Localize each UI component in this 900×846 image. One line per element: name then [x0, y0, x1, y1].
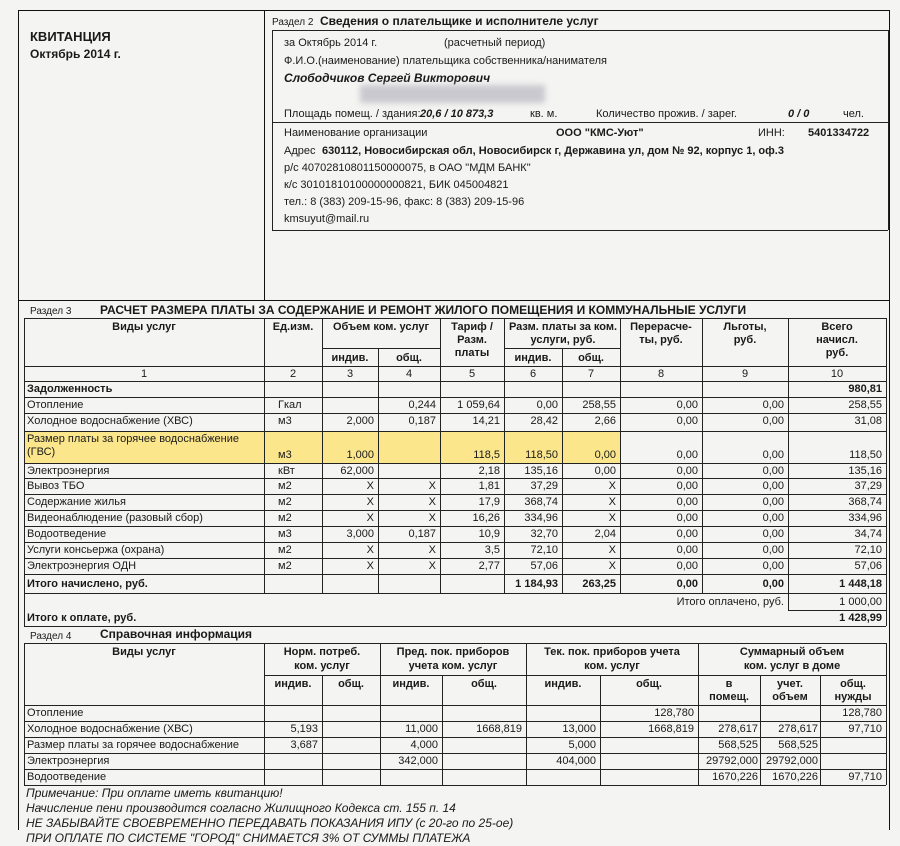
ref-sub-common: общ.	[338, 678, 364, 690]
col-recalc-header: Перерасче-	[630, 321, 692, 333]
note-keep-receipt: Примечание: При оплате иметь квитанцию!	[26, 786, 283, 800]
row-benefit: 0,00	[762, 528, 784, 540]
row-benefit: 0,00	[762, 496, 784, 508]
row-unit: м3	[278, 415, 292, 427]
col-benefit-header: Льготы,	[723, 321, 767, 333]
phone-fax: тел.: 8 (383) 209-15-96, факс: 8 (383) 209-15-96	[284, 196, 525, 208]
sec3-numbers-bottom	[24, 381, 886, 382]
ref-row-prev-indiv: 11,000	[405, 723, 438, 735]
sec3-row-line	[24, 431, 886, 432]
area-label: Площадь помещ. / здания:	[284, 108, 421, 120]
row-benefit: 0,00	[762, 399, 784, 411]
inn-value: 5401334722	[808, 127, 870, 139]
ref-row-cur-indiv: 13,000	[562, 723, 596, 735]
row-amount-indiv: 368,74	[524, 496, 558, 508]
row-recalc: 0,00	[676, 480, 698, 492]
ref-sub-indiv: индив.	[544, 678, 582, 690]
sec3-top-line	[18, 300, 890, 301]
row-recalc: 0,00	[676, 449, 698, 461]
row-name: Содержание жилья	[27, 496, 126, 508]
topay-value: 1 428,99	[839, 612, 882, 624]
ref-row-cur-common: 1668,819	[648, 723, 694, 735]
sec3-header-top	[24, 318, 886, 319]
row-name: Видеонаблюдение (разовый сбор)	[27, 512, 203, 524]
address-value: 630112, Новосибирская обл, Новосибирск г, Державина ул, дом № 92, корпус 1, оф.3	[322, 145, 784, 157]
sec4-col-line	[886, 643, 887, 785]
row-tariff: 118,5	[473, 449, 500, 461]
org-box-bottom	[272, 230, 888, 231]
frame-top-line	[18, 10, 890, 11]
row-volume-indiv: X	[366, 480, 374, 492]
sec2-label: Раздел 2	[272, 17, 314, 28]
col-number: 3	[346, 368, 354, 380]
address-label: Адрес	[284, 145, 316, 157]
ref-row-prev-common: 1668,819	[476, 723, 522, 735]
ref-sub-inroom: в	[725, 678, 733, 690]
row-volume-indiv: 2,000	[346, 415, 374, 427]
col-volume-header: Объем ком. услуг	[332, 321, 430, 333]
sec4-row-line	[24, 737, 886, 738]
ref-col-prev: Пред. пок. приборов	[396, 646, 510, 658]
row-amount-indiv: 57,06	[530, 560, 558, 572]
col-total-header: Всего	[821, 321, 853, 333]
sec3-row-line	[24, 558, 886, 559]
row-tariff: 1 059,64	[457, 399, 500, 411]
sec3-debt-bottom	[24, 397, 886, 398]
ref-col-cur-2: ком. услуг	[584, 660, 640, 672]
sec2-title: Сведения о плательщике и исполнителе услуг	[320, 14, 599, 28]
sec3-row-line	[24, 542, 886, 543]
bank-account: р/с 40702810801150000075, в ОАО "МДМ БАНК"	[284, 162, 531, 174]
sub-indiv-header: индив.	[331, 352, 369, 364]
sec3-row-line	[24, 478, 886, 479]
col-amount-header: Разм. платы за ком. услуги, руб.	[508, 321, 618, 346]
ref-col-sum-2: ком. услуг в доме	[743, 660, 841, 672]
row-amount-common: 0,00	[594, 465, 616, 477]
ref-col-prev-2: учета ком. услуг	[408, 660, 498, 672]
row-volume-indiv: 1,000	[346, 449, 374, 461]
ref-row-name: Электроэнергия	[27, 755, 110, 767]
ref-row-cur-indiv: 404,000	[556, 755, 596, 767]
row-tariff: 1,81	[478, 480, 500, 492]
ref-row-name: Отопление	[27, 707, 84, 719]
row-benefit: 0,00	[762, 512, 784, 524]
row-amount-indiv: 118,50	[525, 449, 558, 461]
row-amount-indiv: 334,96	[524, 512, 558, 524]
org-name: ООО "КМС-Уют"	[556, 127, 644, 139]
row-tariff: 3,5	[484, 544, 500, 556]
ref-col-norm: Норм. потреб.	[283, 646, 361, 658]
row-amount-common: X	[608, 480, 616, 492]
residents-unit: чел.	[843, 108, 864, 120]
ref-row-sum-inroom: 278,617	[718, 723, 758, 735]
ref-row-cur-common: 128,780	[654, 707, 694, 719]
row-tariff: 14,21	[472, 415, 500, 427]
row-amount-common: 2,04	[594, 528, 616, 540]
ref-row-sum-inroom: 1670,226	[712, 771, 758, 783]
paid-label: Итого оплачено, руб.	[676, 596, 784, 608]
row-tariff: 2,18	[478, 465, 500, 477]
row-total: 72,10	[854, 544, 882, 556]
debt-value: 980,81	[848, 383, 882, 395]
ref-col-services: Виды услуг	[112, 646, 176, 658]
org-label: Наименование организации	[284, 127, 428, 139]
org-box-top	[272, 122, 888, 123]
row-volume-common: X	[428, 480, 436, 492]
ref-row-cur-indiv: 5,000	[568, 739, 596, 751]
col-services-header: Виды услуг	[112, 321, 176, 333]
sub-common-header: общ.	[396, 352, 422, 364]
email: kmsuyut@mail.ru	[284, 213, 370, 225]
note-gorod-fee: ПРИ ОПЛАТЕ ПО СИСТЕМЕ "ГОРОД" СНИМАЕТСЯ 3% ОТ СУММЫ ПЛАТЕЖА	[26, 831, 471, 845]
receipt-title: КВИТАНЦИЯ	[30, 29, 111, 44]
row-tariff: 10,9	[478, 528, 500, 540]
col-number: 2	[289, 368, 297, 380]
row-total: 135,16	[848, 465, 882, 477]
row-benefit: 0,00	[762, 415, 784, 427]
ref-row-sum-metered: 278,617	[778, 723, 818, 735]
ref-row-norm-indiv: 3,687	[290, 739, 318, 751]
sec4-row-line	[24, 769, 886, 770]
sec3-col-line	[264, 318, 265, 593]
ref-sub-commonneeds: общ.	[840, 678, 866, 690]
row-recalc: 0,00	[676, 415, 698, 427]
col-number: 6	[529, 368, 537, 380]
sec3-volume-sub-line	[322, 348, 440, 349]
row-tariff: 16,26	[472, 512, 500, 524]
sec3-row-line	[24, 526, 886, 527]
row-amount-indiv: 32,70	[530, 528, 558, 540]
col-number: 8	[657, 368, 665, 380]
row-name: Водоотведение	[27, 528, 107, 540]
row-unit: м2	[278, 512, 292, 524]
frame-divider-line	[264, 10, 265, 300]
row-volume-indiv: X	[366, 560, 374, 572]
ref-row-prev-indiv: 4,000	[410, 739, 438, 751]
col-number: 5	[468, 368, 476, 380]
row-unit: м3	[278, 528, 292, 540]
col-tariff-header-2: Разм.	[457, 334, 487, 346]
paid-value: 1 000,00	[839, 596, 882, 608]
ref-col-sum: Суммарный объем	[739, 646, 845, 658]
debt-label: Задолженность	[27, 383, 113, 395]
sec4-label: Раздел 4	[30, 631, 72, 642]
row-volume-indiv: X	[366, 544, 374, 556]
row-volume-common: X	[428, 496, 436, 508]
row-total: 34,74	[854, 528, 882, 540]
frame-left-line	[18, 10, 19, 830]
sec4-col-line	[24, 643, 25, 785]
sec4-title: Справочная информация	[100, 627, 253, 641]
ref-sub-inroom-2: помещ.	[709, 691, 749, 703]
sec3-paid-bottom	[788, 610, 886, 611]
row-volume-common: 0,244	[408, 399, 436, 411]
sec4-header-top	[24, 643, 886, 644]
receipt-period: Октябрь 2014 г.	[30, 47, 121, 61]
residents-value: 0 / 0	[788, 108, 810, 120]
col-number: 9	[741, 368, 749, 380]
row-amount-indiv: 72,10	[530, 544, 558, 556]
row-name: Отопление	[27, 399, 84, 411]
row-recalc: 0,00	[676, 496, 698, 508]
row-benefit: 0,00	[762, 465, 784, 477]
row-amount-common: 2,66	[594, 415, 616, 427]
row-name: Электроэнергия	[27, 465, 110, 477]
sec3-title: РАСЧЕТ РАЗМЕРА ПЛАТЫ ЗА СОДЕРЖАНИЕ И РЕМОНТ ЖИЛОГО ПОМЕЩЕНИЯ И КОММУНАЛЬНЫЕ УСЛУГИ	[100, 303, 747, 317]
row-amount-indiv: 37,29	[530, 480, 558, 492]
row-unit: м2	[278, 496, 292, 508]
row-total: 118,50	[849, 449, 882, 461]
row-recalc: 0,00	[676, 544, 698, 556]
sec3-col-line	[886, 318, 887, 626]
area-value: 20,6 / 10 873,3	[420, 108, 494, 120]
ref-sub-common: общ.	[636, 678, 662, 690]
payer-box-left	[272, 30, 273, 122]
ref-row-norm-indiv: 5,193	[290, 723, 318, 735]
row-volume-common: 0,187	[408, 528, 436, 540]
ref-sub-metered: учет.	[777, 678, 803, 690]
ref-sub-indiv: индив.	[392, 678, 430, 690]
row-benefit: 0,00	[762, 449, 784, 461]
row-benefit: 0,00	[762, 544, 784, 556]
col-total-header-3: руб.	[825, 347, 849, 359]
row-recalc: 0,00	[676, 560, 698, 572]
row-benefit: 0,00	[762, 480, 784, 492]
col-tariff-header-3: платы	[454, 347, 490, 359]
org-box-right	[888, 122, 889, 230]
ref-row-sum-commonneeds: 97,710	[848, 723, 882, 735]
ref-row-sum-commonneeds: 128,780	[842, 707, 882, 719]
ref-row-prev-indiv: 342,000	[398, 755, 438, 767]
row-amount-indiv: 0,00	[536, 399, 558, 411]
ref-row-name: Размер платы за горячее водоснабжение	[27, 739, 240, 751]
sec4-header-bottom	[24, 705, 886, 706]
row-name-hot-water: Размер платы за горячее водоснабжение (ГВС)	[27, 433, 240, 458]
col-recalc-header-2: ты, руб.	[639, 334, 683, 346]
fio-label: Ф.И.О.(наименование) плательщика собственника/нанимателя	[284, 55, 607, 67]
sec4-row-line	[24, 753, 886, 754]
total-amount-indiv: 1 184,93	[515, 578, 558, 590]
row-name: Услуги консьержа (охрана)	[27, 544, 165, 556]
ref-row-name: Холодное водоснабжение (ХВС)	[27, 723, 193, 735]
row-name: Вывоз ТБО	[27, 480, 85, 492]
row-volume-common: X	[428, 512, 436, 524]
calc-period: (расчетный период)	[444, 37, 546, 49]
note-meter-readings: НЕ ЗАБЫВАЙТЕ СВОЕВРЕМЕННО ПЕРЕДАВАТЬ ПОКАЗАНИЯ ИПУ (с 20-го по 25-ое)	[26, 816, 514, 830]
ref-row-sum-metered: 568,525	[778, 739, 818, 751]
row-amount-common: X	[608, 544, 616, 556]
row-volume-indiv: X	[366, 496, 374, 508]
row-unit: кВт	[278, 465, 295, 477]
sec3-label: Раздел 3	[30, 306, 72, 317]
row-amount-common: X	[608, 560, 616, 572]
row-unit: м2	[278, 480, 292, 492]
ref-row-sum-inroom: 568,525	[718, 739, 758, 751]
area-unit: кв. м.	[530, 108, 558, 120]
sec3-row-line	[24, 494, 886, 495]
ref-row-sum-metered: 1670,226	[772, 771, 818, 783]
row-amount-common: 0,00	[594, 449, 616, 461]
ref-sub-common: общ.	[471, 678, 497, 690]
row-volume-indiv: 3,000	[346, 528, 374, 540]
corr-account: к/с 30101810100000000821, БИК 045004821	[284, 179, 509, 191]
row-name: Электроэнергия ОДН	[27, 560, 137, 572]
col-number: 1	[140, 368, 148, 380]
inn-label: ИНН:	[758, 127, 785, 139]
row-amount-common: 258,55	[582, 399, 616, 411]
row-total: 31,08	[854, 415, 882, 427]
row-total: 258,55	[848, 399, 882, 411]
row-benefit: 0,00	[762, 560, 784, 572]
row-total: 334,96	[848, 512, 882, 524]
row-recalc: 0,00	[676, 399, 698, 411]
note-penalty: Начисление пени производится согласно Жилищного Кодекса ст. 155 п. 14	[26, 801, 456, 815]
row-tariff: 17,9	[478, 496, 500, 508]
sec3-row-line	[24, 574, 886, 575]
row-unit: м2	[278, 544, 292, 556]
row-volume-indiv: X	[366, 512, 374, 524]
row-volume-indiv: 62,000	[340, 465, 374, 477]
ref-sub-metered-2: объем	[772, 691, 808, 703]
frame-right-line	[889, 10, 890, 830]
row-volume-common: X	[428, 544, 436, 556]
total-recalc: 0,00	[676, 578, 698, 590]
sec4-row-line	[24, 721, 886, 722]
row-amount-indiv: 28,42	[530, 415, 558, 427]
sec3-row-line	[24, 463, 886, 464]
total-amount-common: 263,25	[582, 578, 616, 590]
topay-label: Итого к оплате, руб.	[27, 612, 137, 624]
payer-box-top	[272, 30, 888, 31]
row-recalc: 0,00	[676, 465, 698, 477]
col-unit-header: Ед.изм.	[272, 321, 314, 333]
row-amount-common: X	[608, 512, 616, 524]
residents-label: Количество прожив. / зарег.	[596, 108, 737, 120]
row-amount-common: X	[608, 496, 616, 508]
col-number: 4	[405, 368, 413, 380]
row-amount-indiv: 135,16	[524, 465, 558, 477]
col-total-header-2: начисл.	[816, 334, 858, 346]
ref-sub-commonneeds-2: нужды	[834, 691, 872, 703]
ref-sub-indiv: индив.	[274, 678, 312, 690]
sec4-sub-line	[264, 675, 886, 676]
row-volume-common: X	[428, 560, 436, 572]
ref-row-sum-metered: 29792,000	[766, 755, 818, 767]
sub-common-header: общ.	[578, 352, 604, 364]
row-tariff: 2,77	[478, 560, 500, 572]
ref-row-sum-commonneeds: 97,710	[848, 771, 882, 783]
sec3-row-line	[24, 510, 886, 511]
col-tariff-header: Тариф /	[451, 321, 493, 333]
row-recalc: 0,00	[676, 528, 698, 540]
sec3-col-line	[24, 318, 25, 626]
ref-col-norm-2: ком. услуг	[294, 660, 350, 672]
redacted-area	[360, 85, 545, 103]
for-period: за Октябрь 2014 г.	[284, 37, 378, 49]
total-benefit: 0,00	[762, 578, 784, 590]
sec3-total-bottom	[24, 593, 886, 594]
ref-row-sum-inroom: 29792,000	[706, 755, 758, 767]
total-label: Итого начислено, руб.	[27, 578, 148, 590]
sec3-header-bottom	[24, 366, 886, 367]
ref-row-name: Водоотведение	[27, 771, 107, 783]
row-total: 57,06	[854, 560, 882, 572]
col-benefit-header-2: руб.	[733, 334, 757, 346]
row-unit: м3	[278, 449, 292, 461]
sec3-row-line	[24, 413, 886, 414]
payer-name: Слободчиков Сергей Викторович	[284, 71, 491, 85]
row-unit: м2	[278, 560, 292, 572]
row-total: 368,74	[848, 496, 882, 508]
col-number: 10	[830, 368, 844, 380]
col-number: 7	[587, 368, 595, 380]
row-total: 37,29	[854, 480, 882, 492]
payer-box-right	[888, 30, 889, 122]
row-name: Холодное водоснабжение (ХВС)	[27, 415, 193, 427]
sec4-col-line	[322, 675, 323, 785]
ref-col-cur: Тек. пок. приборов учета	[544, 646, 680, 658]
org-box-left	[272, 122, 273, 230]
row-unit: Гкал	[278, 399, 302, 411]
row-volume-common: 0,187	[408, 415, 436, 427]
sub-indiv-header: индив.	[514, 352, 552, 364]
row-recalc: 0,00	[676, 512, 698, 524]
total-value: 1 448,18	[839, 578, 882, 590]
